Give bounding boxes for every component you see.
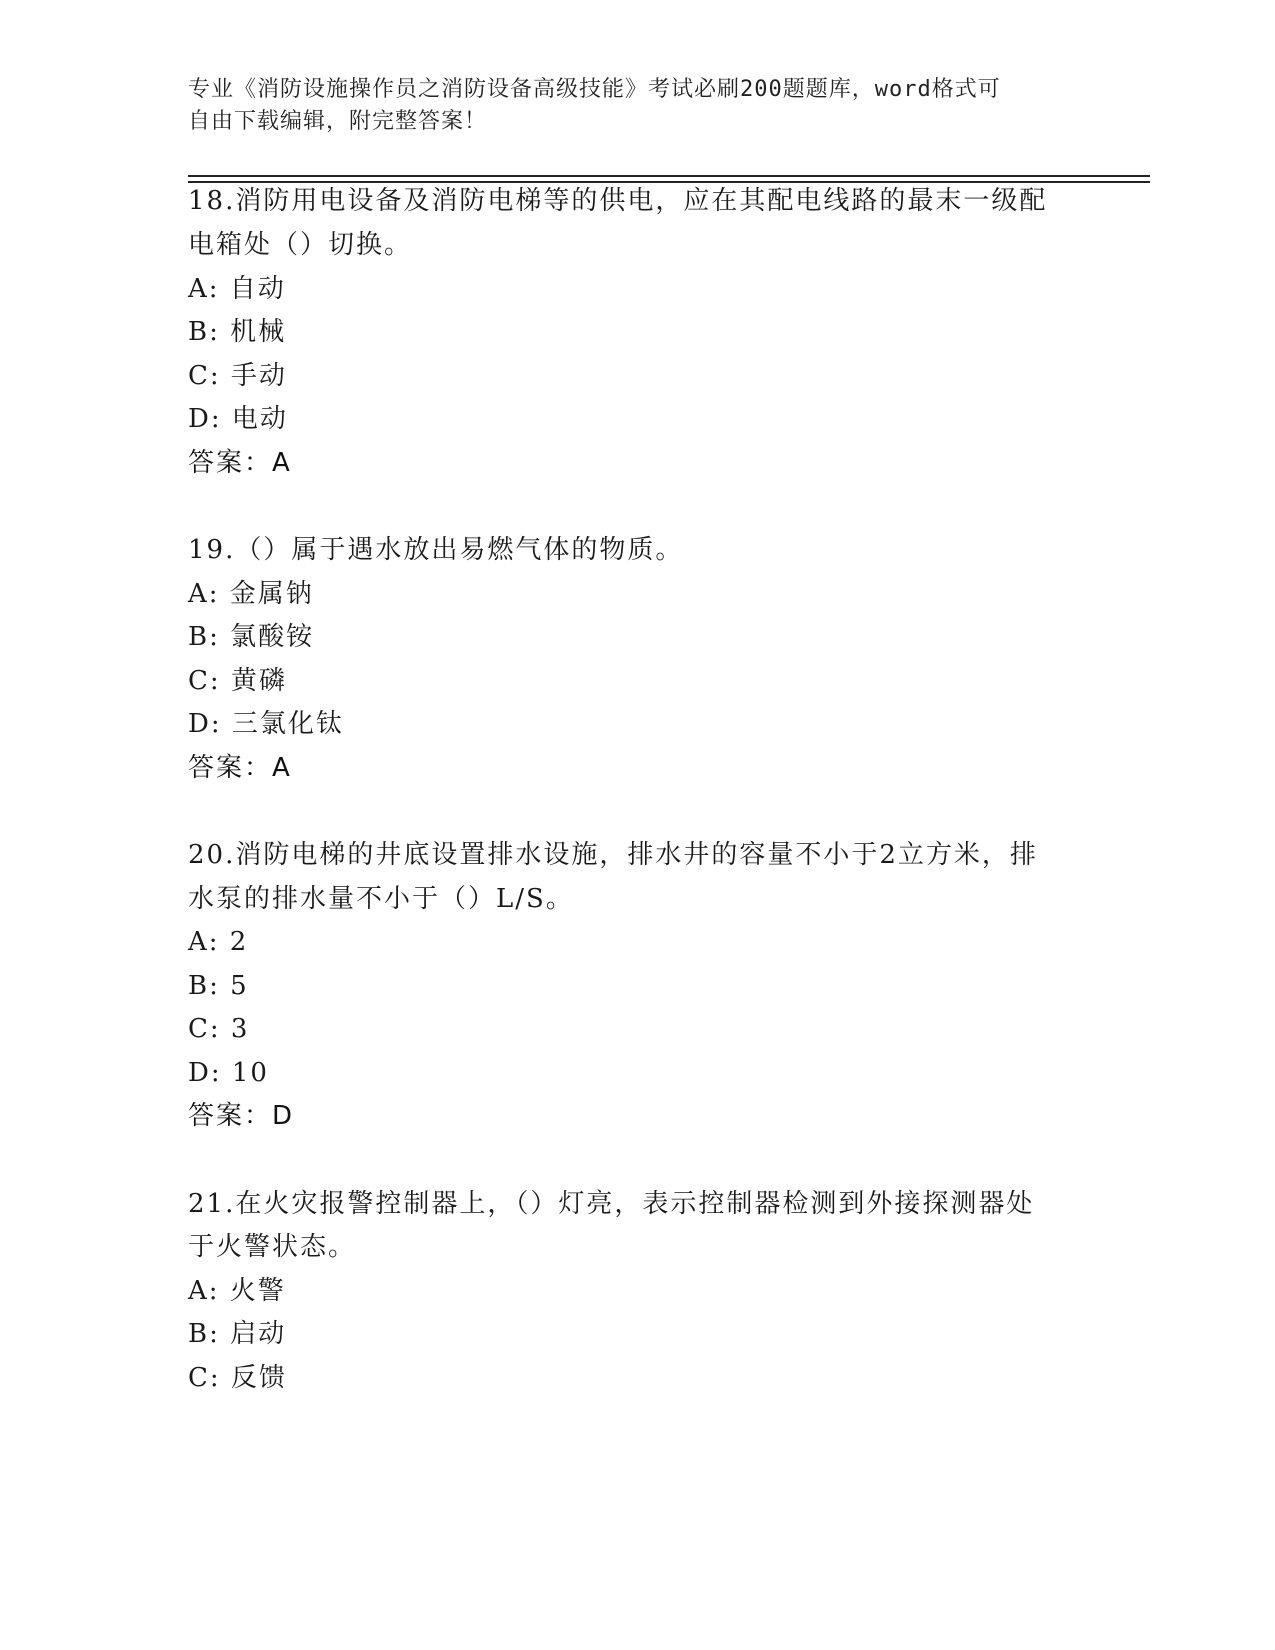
question-20-stem-line-2: 水泵的排水量不小于（）L/S。 bbox=[188, 884, 574, 914]
question-20-option-a: A: 2 bbox=[188, 927, 249, 957]
question-19-stem-line-1: 19.（）属于遇水放出易燃气体的物质。 bbox=[188, 535, 684, 565]
header-divider-top bbox=[188, 175, 1150, 177]
question-20-option-d: D: 10 bbox=[188, 1058, 269, 1088]
question-18-option-a: A: 自动 bbox=[188, 274, 286, 304]
question-18-answer: 答案：A bbox=[188, 448, 292, 478]
question-18-option-c: C: 手动 bbox=[188, 361, 287, 391]
question-20-option-b: B: 5 bbox=[188, 971, 249, 1001]
question-21-option-c: C: 反馈 bbox=[188, 1363, 287, 1393]
question-20-answer: 答案：D bbox=[188, 1101, 295, 1131]
question-18-option-b: B: 机械 bbox=[188, 317, 287, 347]
question-18-stem-line-2: 电箱处（）切换。 bbox=[188, 230, 413, 260]
question-20-stem-line-1: 20.消防电梯的井底设置排水设施，排水井的容量不小于2立方米，排 bbox=[188, 840, 1038, 870]
question-19-option-b: B: 氯酸铵 bbox=[188, 622, 315, 652]
question-19-option-d: D: 三氯化钛 bbox=[188, 709, 344, 739]
question-21-stem-line-1: 21.在火灾报警控制器上，（）灯亮，表示控制器检测到外接探测器处 bbox=[188, 1189, 1035, 1219]
question-18-stem-line-1: 18.消防用电设备及消防电梯等的供电，应在其配电线路的最末一级配 bbox=[188, 186, 1048, 216]
document-header-line-1: 专业《消防设施操作员之消防设备高级技能》考试必刷200题题库，word格式可 bbox=[188, 77, 1001, 102]
question-21-stem-line-2: 于火警状态。 bbox=[188, 1232, 357, 1262]
question-20-option-c: C: 3 bbox=[188, 1014, 250, 1044]
question-19-answer: 答案：A bbox=[188, 753, 292, 783]
question-19-option-c: C: 黄磷 bbox=[188, 666, 287, 696]
question-18-option-d: D: 电动 bbox=[188, 404, 288, 434]
question-21-option-a: A: 火警 bbox=[188, 1276, 286, 1306]
question-19-option-a: A: 金属钠 bbox=[188, 579, 314, 609]
document-header-line-2: 自由下载编辑，附完整答案！ bbox=[188, 109, 488, 134]
question-21-option-b: B: 启动 bbox=[188, 1319, 287, 1349]
